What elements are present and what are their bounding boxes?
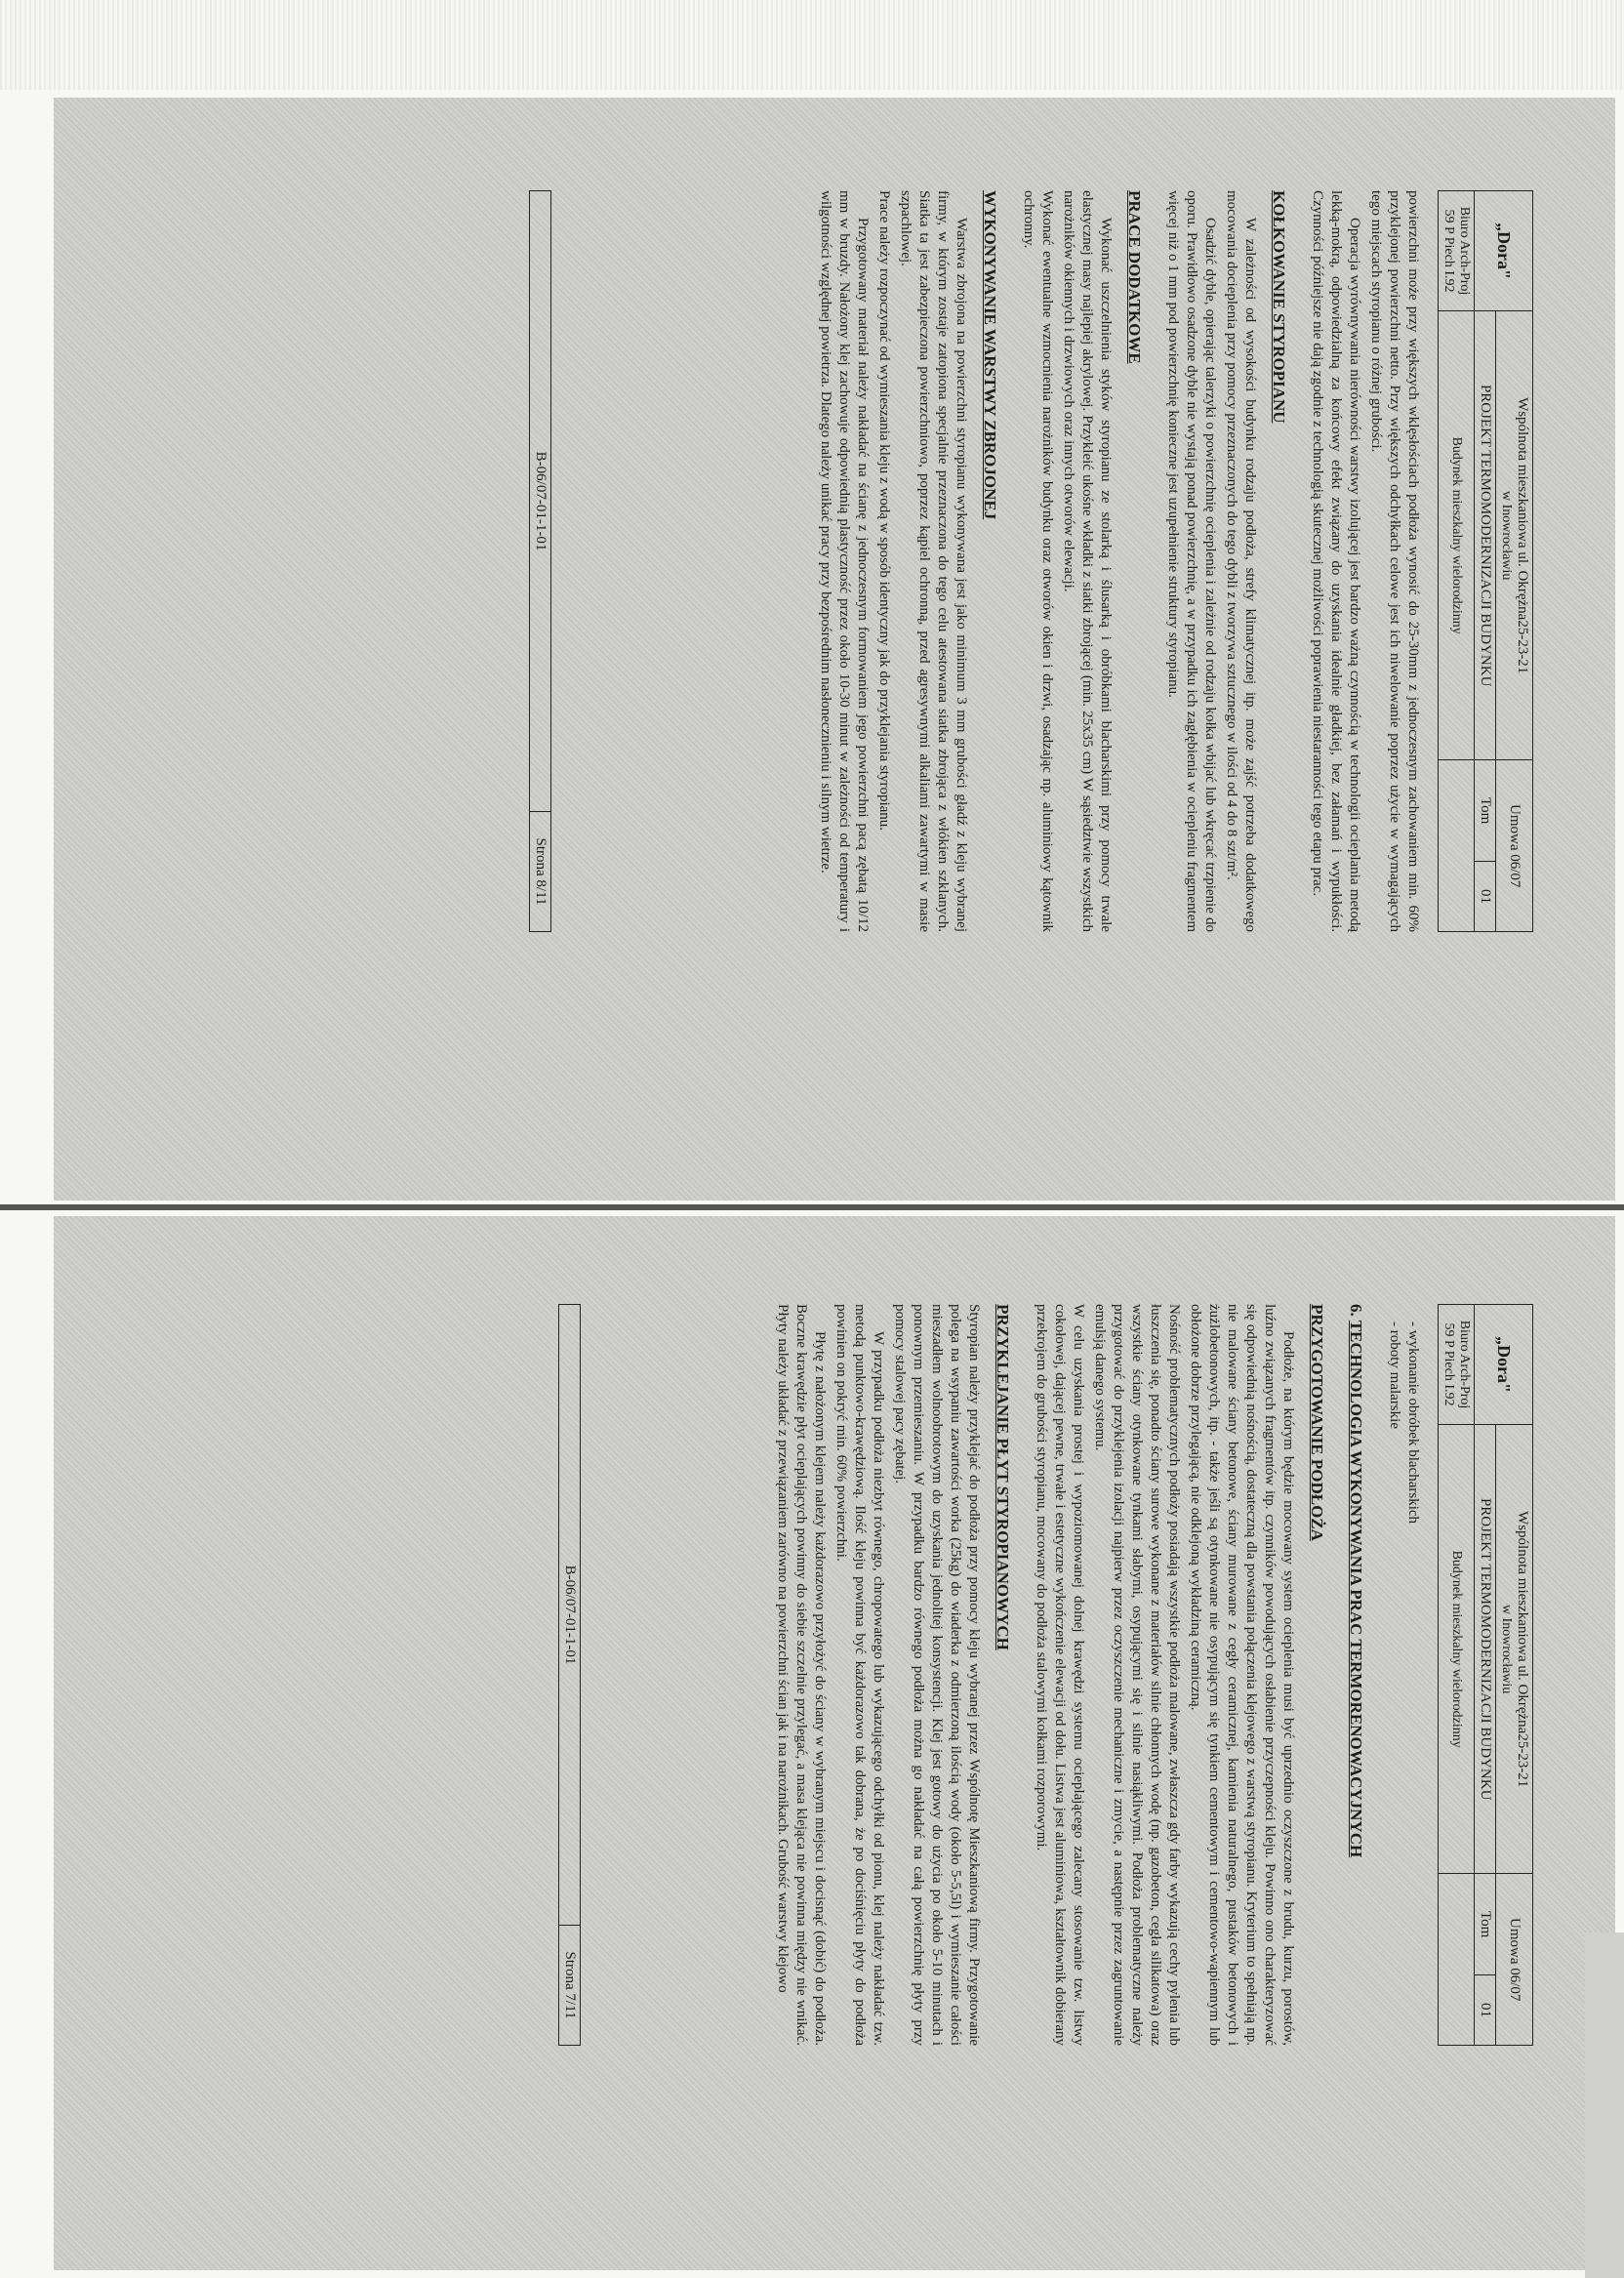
section-paragraph: Osadzić dyble, opierając talerzyki o powierzchnię ocieplenia i zależnie od rodzaju kołka wbijać lub wkręcać trzpienie do oporu. Prawidłowo osadzone dyble nie wystają ponad powierzchnię, a w przypadku ich zagłębienia w ociepleniu fragmentem więcej niż o 1 mm pod powierzchnię konieczne jest uzupełnienie struktury styropianu. [1165, 190, 1218, 932]
section-heading: PRZYKLEJANIE PŁYT STYROPIANOWYCH [994, 1304, 1012, 1650]
page-number: Strona 7/11 [559, 1926, 581, 2046]
scan-edge [0, 0, 1624, 90]
section-heading: PRACE DODATKOWE [1125, 190, 1144, 364]
page-content-rotated [102, 1265, 1566, 2221]
page-footer [558, 1304, 581, 2046]
scanned-page-top [54, 98, 1615, 1200]
section-paragraph: W celu uzyskania prostej i wypoziomowanej dolnej krawędzi systemu ocieplającego zalecany stosowanie tzw. listwy cokołowej, dającej pewne, trwałe i estetyczne wykończenie elewacji od dołu. Listwa jest aluminiowa, kształtownik dobierany przekrojem do grubości styropianu, mocowany do podłoża stalowymi kołkami rozporowymi. [1034, 1304, 1086, 2046]
intro-paragraph: powierzchni może przy większych wklęsłościach podłoża wynosić do 25-30mm z jednoczesnym zachowaniem min. 60% przyklejonej powierzchni netto. Przy większych odchyłkach celowe jest ich niwelowanie poprzez użycie w wymagających tego miejscach styropianu o różnej grubości. [1368, 190, 1421, 932]
document-header [1438, 190, 1533, 932]
chapter-title: TECHNOLOGIA WYKONYWANIA PRAC TERMORENOWACYJNYCH [1347, 1320, 1365, 1858]
document-code: B-06/07-01-1-01 [559, 1305, 581, 1926]
chapter-number: 6. [1347, 1304, 1365, 1317]
project-title: PROJEKT TERMOMODERNIZACJI BUDYNKU [1475, 1425, 1496, 1874]
document-header [1438, 1304, 1533, 2046]
scan-edge [1585, 1932, 1624, 2278]
list-item: - roboty malarskie [1385, 1322, 1403, 2046]
company-name: „Dora" [1494, 1336, 1514, 1393]
section-paragraph: Warstwa zbrojona na powierzchni styropianu wykonywana jest jako minimum 3 mm grubości gładź z kleju wybranej firmy, w którym zostaje zatopiona specjalnie przeznaczona do tego celu atestowana siatka zbrojąca z włókien szklanych. Siatka ta jest zabezpieczona powierzchniowo, poprzez kąpiel ochronną, przed agresywnymi alkaliami zawartymi w masie szpachlowej. [898, 190, 969, 932]
page-footer [529, 190, 551, 932]
section-paragraph: Prace należy rozpoczynać od wymieszania kleju z wodą w sposób identyczny jak do przyklejania styropianu. [876, 190, 892, 832]
section-paragraph: Płytę z nałożonym klejem należy każdorazowo przyłożyć do ściany w wybranym miejscu i docisnąć (dobić) do podłoża. Boczne krawędzie płyt ocieplających powinny do siebie szczelnie przylegać, a masa klejąca nie powinna między nie wnikać. Płyty należy układać z przewiązaniem zarówno na powierzchni ścian jak i na narożnikach. Grubość warstwy klejowo [775, 1304, 828, 2046]
section-heading: KOŁKOWANIE STYROPIANU [1270, 190, 1288, 424]
page-number: Strona 8/11 [530, 812, 551, 932]
building-type: Budynek mieszkalny wielorodzinny [1439, 1425, 1475, 1874]
tom-value: 01 [1475, 1974, 1496, 2045]
page-content-rotated [102, 151, 1566, 1147]
bullet-list [1385, 1304, 1422, 2046]
list-item: - wykonanie obróbek blacharskich [1403, 1322, 1422, 2046]
address-line2: w Inowrocławiu [1499, 491, 1514, 581]
document-code: B-06/07-01-1-01 [530, 191, 551, 812]
office-line2: 59 P Piech I.92 [1441, 209, 1456, 293]
intro-paragraph: Operacja wyrównywania nierówności warstwy izolującej jest bardzo ważną czynnością w technologii ocieplania metodą lekką-mokrą, odpowiedzialną za końcowy efekt związany do uzyskania idealnie gładkiej, bez załamań i wypukłości. Czynności późniejsze nie dają zgodnie z technologią skutecznej możliwości poprawienia niestaranności tego etapu prac. [1310, 190, 1362, 932]
section-heading: PRZYGOTOWANIE PODŁOŻA [1308, 1304, 1326, 1541]
office-line1: Biuro Arch-Proj [1457, 1320, 1472, 1409]
address-line1: Wspólnota mieszkaniowa ul. Okrężna25-23-21 [1515, 397, 1530, 674]
office-line1: Biuro Arch-Proj [1457, 206, 1472, 296]
chapter-heading [1346, 1304, 1365, 2046]
scanned-page-bottom [54, 1216, 1615, 2270]
section-paragraph: W przypadku podłoża niezbyt równego, chropowatego lub wykazującego odchyłki od pionu, klej należy nakładać tzw. metodą punktowo-krawędziową. Ilość kleju powinna być każdorazowo tak dobrana, że po dociśnięciu płyty do podłoża powinien on pokryć min. 60% powierzchni. [833, 1304, 886, 2046]
address-line2: w Inowrocławiu [1499, 1605, 1514, 1694]
page-fold [0, 1204, 1624, 1210]
section-paragraph: Nośność problematycznych podłoży posiadają wszystkie podłoża malowane, zwłaszcza gdy farby wykazują cechy pylenia lub łuszczenia się, ponadto ściany surowe wykonane z materiałów silnie chłonnych wodę (np. gazobeton, cegła silikatowa) oraz wszystkie ściany otynkowane tynkami słabymi, osypującymi się i silnie nasiąkliwymi. Podłoża problematyczne należy przygotować do przyklejenia izolacji najpierw przez oczyszczenie mechaniczne i zmycie, a następnie przez zagruntowanie emulsją danego systemu. [1092, 1304, 1182, 2046]
address-line1: Wspólnota mieszkaniowa ul. Okrężna25-23-21 [1515, 1511, 1530, 1788]
office-line2: 59 P Piech I.92 [1441, 1322, 1456, 1406]
section-paragraph: Przygotowany materiał należy nakładać na ścianę z jednoczesnym formowaniem jego powierzchni pacą zębatą 10/12 mm w bruzdy. Nałożony klej zachowuje odpowiednią plastyczność przez około 10-30 minut w zależności od temperatury i wilgotności względnej powietrza. Dlatego należy unikać pracy przy bezpośrednim nasłonecznieniu i silnym wietrze. [818, 190, 871, 932]
tom-value: 01 [1475, 861, 1496, 931]
project-title: PROJEKT TERMOMODERNIZACJI BUDYNKU [1475, 311, 1496, 760]
section-paragraph: Wykonać ewentualne wzmocnienia narożników budynku oraz otworów okien i drzwi, osadzając np. aluminiowy kątownik ochronny. [1021, 190, 1055, 932]
section-paragraph: Styropian należy przyklejać do podłoża przy pomocy kleju wybranej przez Wspólnotę Mieszkaniową firmy. Przygotowanie polega na wsypaniu zawartości worka (25kg) do wiaderka z odmierzoną ilością wody (około 5-5,5l) i wymieszanie całości mieszadłem wolnoobrotowym do uzyskania jednolitej konsystencji. Klej jest gotowy do użycia po około 5-10 minutach i ponownym przemieszaniu. W przypadku bardzo równego podłoża można go nakładać na całą powierzchnię płyty przy pomocy stalowej pacy zębatej. [892, 1304, 982, 2046]
section-heading: WYKONYWANIE WARSTWY ZBROJONEJ [981, 190, 999, 520]
company-name: „Dora" [1494, 223, 1514, 279]
section-paragraph: Podłoże, na którym będzie mocowany system ocieplenia musi być uprzednio oczyszczone z brudu, kurzu, porostów, luźno związanych fragmentów itp. czynników powodujących osłabienie przyczepności kleju. Powinno ono charakteryzować się odpowiednią nośnością, dostateczną dla powstania połączenia klejowego z warstwą styropianu. Kryterium to spełniają np. nie malowane ściany betonowe, ściany murowane z cegły ceramicznej, kamienia naturalnego, pustaków betonowych i żużlobetonowych, itp. - także jeśli są otynkowane nie osypującym się tynkiem cementowym i cementowo-wapiennym lub obłożone dobrze przylegającą, nie odklejoną wykładziną ceramiczną. [1188, 1304, 1296, 2046]
tom-label: Tom [1475, 1874, 1496, 1975]
tom-label: Tom [1475, 760, 1496, 862]
section-paragraph: W zależności od wysokości budynku rodzaju podłoża, strefy klimatycznej itp. może zajść potrzeba dodatkowego mocowania docieplenia przy pomocy przeznaczonych do tego dybli z tworzywa sztucznego w ilości od 4 do 8 szt/m². [1224, 190, 1258, 932]
building-type: Budynek mieszkalny wielorodzinny [1439, 311, 1475, 760]
section-paragraph: Wykonać uszczelnienia styków styropianu ze stolarką i ślusarką i obróbkami blacharskimi przy pomocy trwale elastycznej masy najlepiej akrylowej. Przykleić ukośne wkładki z siatki zbrojącej (min. 25x35 cm) W sąsiedztwie wszystkich narożników okiennych i drzwiowych oraz innych otworów elewacji. [1061, 190, 1114, 932]
contract-number: Umowa 06/07 [1496, 760, 1533, 932]
contract-number: Umowa 06/07 [1496, 1874, 1533, 2046]
